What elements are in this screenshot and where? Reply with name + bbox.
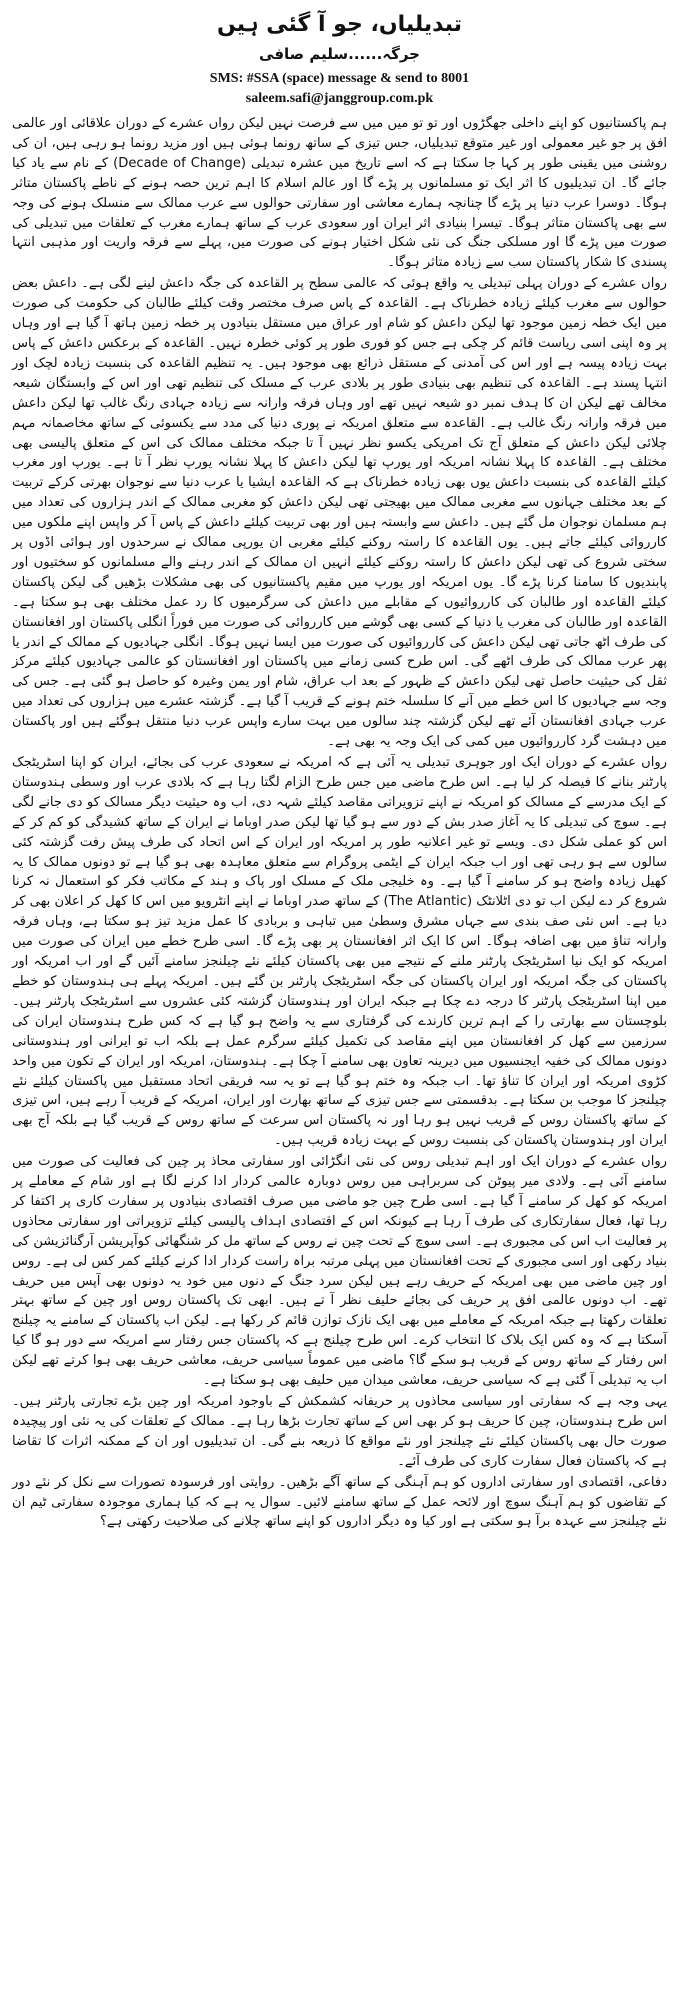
paragraph: دفاعی، اقتصادی اور سفارتی اداروں کو ہم آہنگی کے ساتھ آگے بڑھیں۔ روایتی اور فرسودہ تصورات سے نکل کر نئے دور کے تقاضوں کو ہم آہنگ سوچ اور لائحہ عمل کے ساتھ سامنے لائیں۔ سوال یہ ہے کہ کیا ہماری موجودہ سفارتی ٹیم ان نئے چیلنجز سے عہدہ برآ ہو سکتی ہے اور کیا وہ دیگر اداروں کو اپنے ساتھ چلانے کی صلاحیت رکھتی ہے؟ xyxy=(12,1474,667,1530)
sms-line: SMS: #SSA (space) message & send to 8001 xyxy=(209,71,470,86)
paragraph: رواں عشرے کے دوران ایک اور اہم تبدیلی روس کی نئی انگڑائی اور سفارتی محاذ پر چین کی فعالیت کی صورت میں سامنے آئی ہے۔ ولادی میر پیوٹن کی سربراہی میں روس دوبارہ عالمی کردار ادا کرنے لگا ہے اور شام کے معاملے پر امریکہ کو کھل کر سامنے آ گیا ہے۔ اسی طرح چین جو ماضی میں صرف اقتصادی بنیادوں پر سفارت کاری پر اکتفا کر رہا تھا، فعال سفارتکاری کی طرف آ رہا ہے کیونکہ اس کے اقتصادی اہداف پالیسی کیلئے تزویراتی اور سفارتی محاذوں پر فعالیت اب اس کی مجبوری ہے۔ اسی سوچ کے تحت چین نے روس کے ساتھ مل کر شنگھائی کوآپریشن آرگنائزیشن کی بنیاد رکھی اور اسی مجبوری کے تحت افغانستان میں پہلی مرتبہ براہ راست کردار ادا کرنے کیلئے کمر کس لی ہے۔ روس اور چین ماضی میں بھی امریکہ کے حریف رہے ہیں لیکن سرد جنگ کے دنوں میں خود یہ دونوں بھی آپس میں حریف تھے۔ اب دونوں عالمی افق پر حریف کی بجائے حلیف نظر آ تے ہیں۔ ابھی تک پاکستان روس اور چین کے ساتھ بہتر تعلقات رکھتا ہے جبکہ امریکہ کے معاملے میں بھی ایک نازک توازن قائم کر رکھا ہے۔ لیکن اب پاکستان کے سامنے یہ چیلنج آسکتا ہے کہ وہ کس ایک بلاک کا انتخاب کرے۔ اس طرح چیلنج ہے کہ پاکستان جس رفتار سے امریکہ سے دور ہو گا کیا اس رفتار کے ساتھ روس کے قریب ہو سکے گا؟ ماضی میں عموماً سیاسی حریف، معاشی حریف بھی ہوا کرتے تھے لیکن اب یہ تبدیلی آ گئی ہے کہ سیاسی حریف، معاشی میدان میں حلیف بھی ہو سکتا ہے۔ xyxy=(12,1154,667,1389)
paragraph: ہم پاکستانیوں کو اپنے داخلی جھگڑوں اور تو تو میں میں سے فرصت نہیں لیکن رواں عشرے کے دوران علاقائی اور عالمی افق پر جو غیر معمولی اور غیر متوقع تبدیلیاں، جس تیزی کے ساتھ رونما ہوئی ہیں اور مزید رونما ہو رہی ہیں، ان کی روشنی میں یقینی طور پر کہا جا سکتا ہے کہ اسے تاریخ میں عشرہ تبدیلی (Decade of Change) کے نام سے یاد کیا جائے گا۔ ان تبدیلیوں کا اثر ایک تو مسلمانوں پر پڑے گا اور عالم اسلام کا اہم ترین حصہ ہونے کے ناطے پاکستان متاثر ہوگا۔ دوسرا عرب دنیا پر پڑے گا چنانچہ ہمارے معاشی اور سفارتی حوالوں سے عرب ممالک سے منسلک ہونے کی وجہ سے بھی پاکستان متاثر ہوگا۔ تیسرا بنیادی اثر ایران اور سعودی عرب کے ساتھ ہمارے مغرب کے تعلقات میں تبدیلی کی صورت میں پڑے گا اور مسلکی جنگ کی نئی شکل اختیار ہونے کی صورت میں، پہلے سے فرقہ واریت اور مذہبی انتہا پسندی کا شکار پاکستان سب سے زیادہ متاثر ہوگا۔ xyxy=(12,116,667,271)
article-body xyxy=(12,114,667,1532)
paragraph: رواں عشرے کے دوران پہلی تبدیلی یہ واقع ہوئی کہ عالمی سطح پر القاعدہ کی جگہ داعش لینے لگی ہے۔ داعش بعض حوالوں سے مغرب کیلئے زیادہ خطرناک ہے۔ القاعدہ کے پاس صرف مختصر وقت کیلئے طالبان کی حکومت کی صورت میں ایک خطہ زمین موجود تھا لیکن داعش کو شام اور عراق میں مستقل بنیادوں پر خطہ زمین ہاتھ آ گیا ہے اور وہاں پر وہ اپنی اسی ریاست قائم کر چکی ہے جس کو فوری طور پر کوئی خطرہ نہیں۔ القاعدہ کے برعکس داعش کے پاس بہت زیادہ پیسہ ہے اور اس کی آمدنی کے مستقل ذرائع بھی موجود ہیں۔ یہ تنظیم القاعدہ کی بنسبت زیادہ لچک اور انتہا پسند ہے۔ القاعدہ کی تنظیم بھی بنیادی طور پر بلادی عرب کے مسلک کی تنظیم تھی اور اس کے وابستگان شیعہ مخالف تھے لیکن ان کا ہدف نمبر دو شیعہ نہیں تھے اور وہاں فرقہ وارانہ سے زیادہ جہادی رنگ غالب تھا لیکن داعش میں فرقہ وارانہ رنگ غالب ہے۔ القاعدہ سے متعلق امریکہ نے پوری دنیا کی مدد سے یکسوئی کے ساتھ مخاصمانہ مہم چلائی لیکن داعش کے متعلق آج تک امریکی یکسو نظر نہیں آ تا جبکہ مختلف ممالک کی اس کے متعلق پالیسی بھی مختلف ہے۔ القاعدہ کا پہلا نشانہ امریکہ اور یورپ تھا لیکن داعش کا پہلا نشانہ یورپ نظر آ تا ہے۔ یورپ اور مغرب کیلئے القاعدہ کی بنسبت داعش یوں بھی زیادہ خطرناک ہے کہ القاعدہ ایشیا یا عرب دنیا سے نوجوان بھرتی کرکے تربیت کے بعد مختلف جہانوں سے مغربی ممالک میں بھیجتی تھی لیکن داعش کو مغربی ممالک کے اندر ہزاروں کی تعداد میں ہم مسلمان نوجوان مل گئے ہیں۔ داعش سے وابستہ ہیں اور بھی تربیت کیلئے داعش کے پاس آ کر واپس اپنے ملکوں میں کارروائی کیلئے جاتے ہیں۔ یوں القاعدہ کا راستہ روکنے کیلئے مغربی ان یورپی ممالک نے سرحدوں اور ہوائی اڈوں پر سختی شروع کی تھی لیکن داعش کا راستہ روکنے کیلئے انہیں ان ممالک کے اندر رہنے والے مسلمانوں کو سختیوں اور پابندیوں کا سامنا کرنا پڑے گا۔ یوں امریکہ اور یورپ میں مقیم پاکستانیوں کی بھی مشکلات بڑھیں گی لیکن پاکستان کیلئے القاعدہ اور طالبان کی کارروائیوں کے مقابلے میں داعش کی سرگرمیوں کا رد عمل مختلف بھی ہو سکتا ہے۔ القاعدہ اور طالبان کی مغرب یا دنیا کے کسی بھی گوشے میں کارروائی کی صورت میں فوراً انگلی پاکستان اور افغانستان کی طرف اٹھ جاتی تھی لیکن داعش کی کارروائیوں کی صورت میں ایسا نہیں ہوگا۔ انگلی جہادیوں کے ممالک کے اندر یا پھر عرب ممالک کی طرف اٹھے گی۔ اس طرح کسی زمانے میں پاکستان اور افغانستان کو عالمی جہادیوں کیلئے مرکز ثقل کی حیثیت حاصل تھی لیکن داعش کے ظہور کے بعد اب عراق، شام اور یمن وغیرہ کو حاصل ہو گئی ہے۔ جس کی وجہ سے جہادیوں کا اس خطے میں آنے کا سلسلہ ختم ہونے کے قریب آ گیا ہے۔ گزشتہ عشرے میں ہزاروں کی تعداد میں عرب جہادی افغانستان آئے تھے لیکن گزشتہ چند سالوں میں بہت سارے واپس عرب دنیا منتقل ہوگئے ہیں اور پاکستان میں دہشت گرد کارروائیوں میں کمی کی ایک وجہ یہ بھی ہے۔ xyxy=(12,276,667,750)
headline: تبدیلیاں، جو آ گئی ہیں xyxy=(216,12,463,37)
paragraph: یہی وجہ ہے کہ سفارتی اور سیاسی محاذوں پر حریفانہ کشمکش کے باوجود امریکہ اور چین بڑے تجارتی پارٹنر ہیں۔ اس طرح ہندوستان، چین کا حریف ہو کر بھی اس کے ساتھ تجارت بڑھا رہا ہے۔ ممالک کے تعلقات کی یہ نئی اور پیچیدہ صورت حال بھی پاکستان کیلئے نئے چیلنجز اور نئے مواقع کا ذریعہ بنے گی۔ ان تبدیلیوں اور ان کے ممکنہ اثرات کا تقاضا ہے کہ پاکستان فعال سفارت کاری کی طرف آئے۔ xyxy=(12,1394,667,1469)
paragraph: رواں عشرے کے دوران ایک اور جوہری تبدیلی یہ آئی ہے کہ امریکہ نے سعودی عرب کی بجائے، ایران کو اپنا اسٹریٹجک پارٹنر بنانے کا فیصلہ کر لیا ہے۔ اس طرح ماضی میں جس طرح الزام لگتا رہا ہے کہ بلادی عرب اور وسطی ہندوستان کے ایک مدرسے کے مسالک کو امریکہ نے اپنے تزویراتی مقاصد کیلئے شہہ دی، اب وہ حیثیت دیگر مسالک کو دی جانے لگی ہے۔ سوچ کی تبدیلی کا یہ آغاز صدر بش کے دور سے ہو گیا تھا لیکن صدر اوباما نے ایران کے ساتھ کشیدگی کو کم کر کے اس کو عملی شکل دی۔ ویسے تو غیر اعلانیہ طور پر امریکہ اور ایران کے اس اتحاد کی طرف پیش رفت گزشتہ کئی سالوں سے ہو رہی تھی اور اب جبکہ ایران کے ایٹمی پروگرام سے متعلق معاہدہ بھی ہو گیا ہے تو دونوں ممالک کا یہ کھیل زیادہ واضح ہو کر سامنے آ گیا ہے۔ وہ خلیجی ملک کے مسلک اور پاک و ہند کے مکاتب فکر کو استعمال نہ کرنا شروع کر دے لیکن اب تو دی اٹلانٹک (The Atlantic) کے ساتھ صدر اوباما نے اپنے انٹرویو میں اس کا کھل کر اعلان بھی کر دیا ہے۔ اس نئی صف بندی سے جہاں مشرق وسطیٰ میں تباہی و بربادی کا عمل مزید تیز ہو سکتا ہے، وہاں فرقہ وارانہ تناؤ میں بھی اضافہ ہوگا۔ اس کا ایک اثر افغانستان پر بھی پڑے گا۔ اسی طرح خطے میں ایران کی صورت میں امریکہ کو ایک نیا اسٹریٹجک پارٹنر ملنے کے نتیجے میں بھی پاکستان کیلئے نئے چیلنجز سامنے آئیں گے اور اب امریکہ اور پاکستان کی جگہ امریکہ اور ایران پاکستان کی جگہ اسٹریٹجک پارٹنر بن گئے ہیں۔ امریکہ پہلے ہی ہندوستان کو خطے میں اپنا اسٹریٹجک پارٹنر کا درجہ دے چکا ہے جبکہ ایران اور ہندوستان گزشتہ کئی عشروں سے اسٹریٹجک پارٹنر ہیں۔ بلوچستان سے بھارتی را کے اہم ترین کارندے کی گرفتاری سے یہ واضح ہو گیا ہے کہ کس طرح ہندوستان ایران کی سرزمین سے کھل کر افغانستان میں اپنے مقاصد کی تکمیل کیلئے سرگرم عمل ہے بلکہ اب تو ایرانی اور ہندوستانی دونوں ممالک کی خفیہ ایجنسیوں میں دیرینہ تعاون بھی سامنے آ چکا ہے۔ ہندوستان، امریکہ اور ایران کے تکون میں واحد کڑوی امریکہ اور ایران کا تناؤ تھا۔ اب جبکہ وہ ختم ہو گیا ہے تو یہ سہ فریقی اتحاد مستقبل میں پاکستان کیلئے نئے چیلنجز کا موجب بن سکتا ہے۔ بدقسمتی سے جس تیزی کے ساتھ بھارت اور ایران، امریکہ کے قریب آ رہے ہیں، اس تیزی کے ساتھ پاکستان روس کے قریب نہیں ہو رہا اور نہ پاکستان اس سرعت کے ساتھ روس کے قریب گیا ہے بلکہ آج بھی ایران اور ہندوستان پاکستان کی بنسبت روس کے بہت زیادہ قریب ہیں۔ xyxy=(12,755,668,1149)
author-email: saleem.safi@janggroup.com.pk xyxy=(245,91,434,106)
byline: جرگہ......سلیم صافی xyxy=(259,45,420,63)
